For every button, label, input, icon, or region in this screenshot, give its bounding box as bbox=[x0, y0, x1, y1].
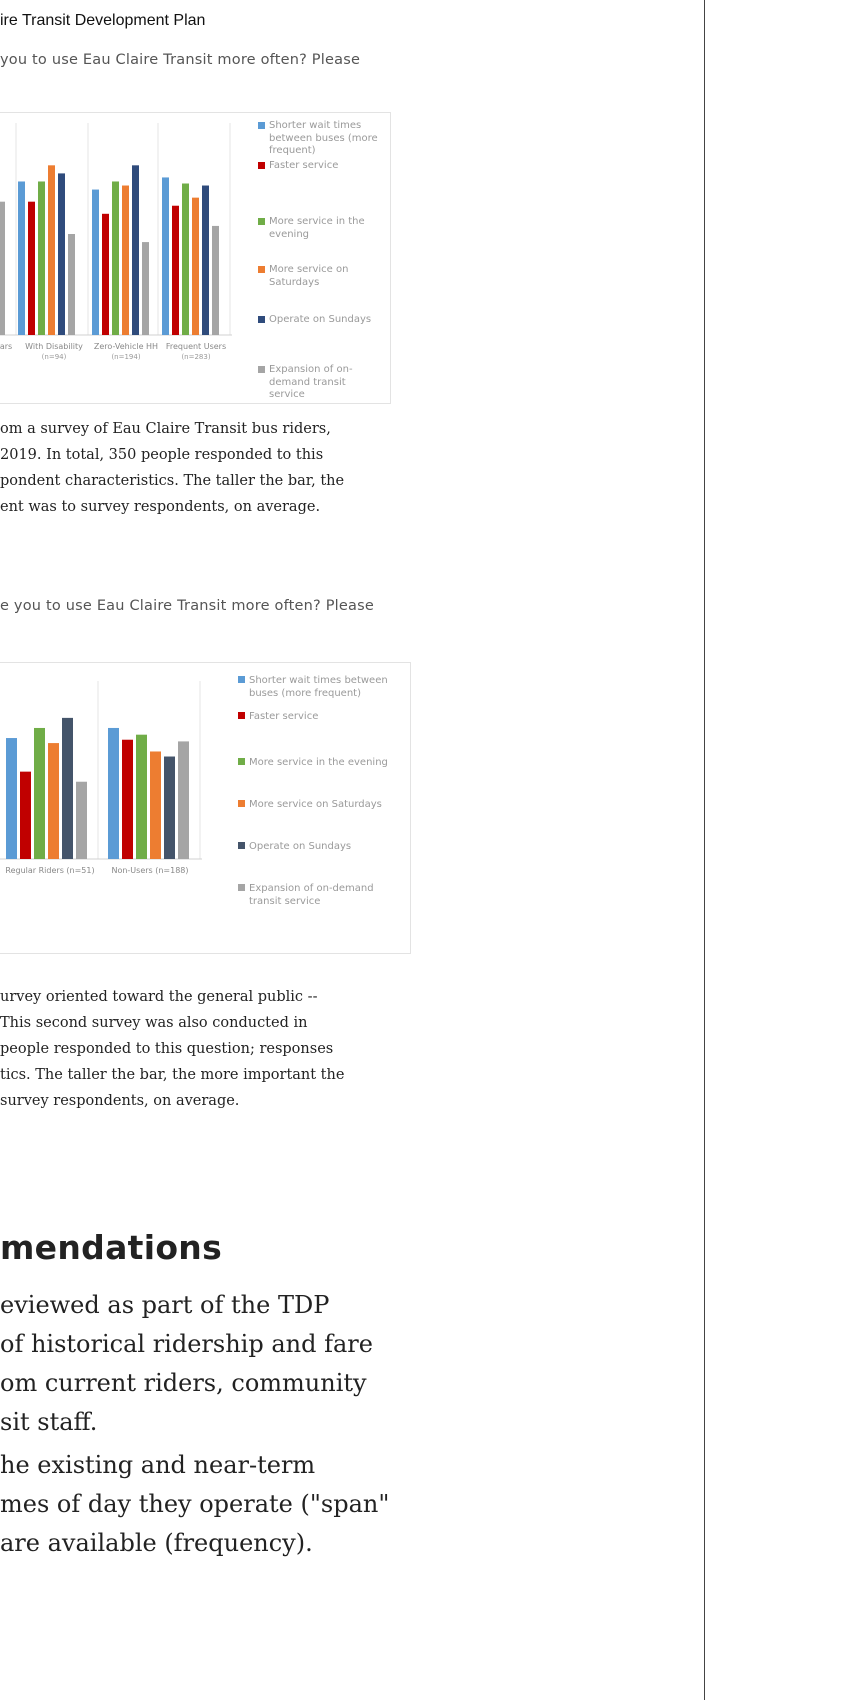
legend-label: Operate on Sundays bbox=[249, 841, 352, 852]
chart-bar bbox=[136, 735, 147, 859]
chart-bar bbox=[172, 206, 179, 335]
chart-bar bbox=[108, 728, 119, 859]
legend-label: More service on Saturdays bbox=[269, 264, 349, 288]
legend-label: Expansion of on-demand transit service bbox=[269, 364, 353, 400]
section-paragraph-2 bbox=[0, 1446, 389, 1563]
chart-bar bbox=[6, 738, 17, 859]
chart-bar bbox=[48, 165, 55, 335]
x-tick-label: With Disability bbox=[25, 342, 83, 351]
chart-bar bbox=[150, 751, 161, 859]
legend-swatch bbox=[238, 676, 245, 683]
legend-swatch bbox=[238, 712, 245, 719]
legend-label: Operate on Sundays bbox=[269, 314, 372, 325]
caption-line: pondent characteristics. The taller the bar, the bbox=[0, 473, 345, 489]
legend-item bbox=[258, 314, 378, 327]
legend-item bbox=[238, 840, 402, 853]
chart-bar bbox=[76, 782, 87, 859]
chart-bar bbox=[192, 198, 199, 335]
legend-swatch bbox=[258, 218, 265, 225]
legend-item bbox=[258, 364, 378, 402]
caption-line: om a survey of Eau Claire Transit bus riders, bbox=[0, 421, 331, 437]
legend-label: Expansion of on-demand transit service bbox=[249, 883, 374, 907]
caption-line: This second survey was also conducted in bbox=[0, 1015, 308, 1031]
x-tick-sublabel: (n=194) bbox=[111, 353, 141, 361]
legend-swatch bbox=[258, 316, 265, 323]
chart-bar bbox=[132, 165, 139, 335]
chart-bar bbox=[38, 181, 45, 335]
paragraph-line: of historical ridership and fare bbox=[0, 1330, 373, 1358]
x-tick-label: ars bbox=[0, 342, 13, 351]
x-tick-sublabel: (n=94) bbox=[41, 353, 67, 361]
section-paragraph-1 bbox=[0, 1286, 373, 1442]
chart-bar bbox=[0, 202, 5, 335]
chart-bar bbox=[112, 181, 119, 335]
x-tick-label: Non-Users (n=188) bbox=[111, 866, 189, 875]
legend-swatch bbox=[258, 366, 265, 373]
chart-bar bbox=[48, 743, 59, 859]
paragraph-line: sit staff. bbox=[0, 1408, 98, 1436]
x-tick-label: Zero-Vehicle HH bbox=[93, 342, 159, 351]
chart-bar bbox=[58, 173, 65, 335]
x-tick-label: Frequent Users bbox=[165, 342, 227, 351]
chart-bar bbox=[68, 234, 75, 335]
legend-label: More service in the evening bbox=[249, 757, 388, 768]
chart-bar bbox=[62, 718, 73, 859]
chart-bar bbox=[162, 177, 169, 335]
chart-bar bbox=[178, 741, 189, 859]
paragraph-line: are available (frequency). bbox=[0, 1529, 313, 1557]
legend-label: More service in the evening bbox=[269, 216, 365, 240]
chart-bar bbox=[18, 181, 25, 335]
legend-item bbox=[238, 882, 402, 908]
paragraph-line: eviewed as part of the TDP bbox=[0, 1291, 330, 1319]
caption-line: 2019. In total, 350 people responded to this bbox=[0, 447, 324, 463]
chart-bar bbox=[182, 184, 189, 336]
page-edge-divider bbox=[704, 0, 705, 1700]
legend-item bbox=[258, 160, 378, 173]
x-tick-sublabel: (n=283) bbox=[181, 353, 211, 361]
chart-bar bbox=[28, 202, 35, 335]
page-header: ire Transit Development Plan bbox=[0, 12, 206, 29]
legend-item bbox=[258, 120, 378, 158]
caption-line: urvey oriented toward the general public -- bbox=[0, 989, 318, 1005]
legend-label: Shorter wait times between buses (more frequent) bbox=[269, 120, 378, 156]
legend-swatch bbox=[238, 884, 245, 891]
legend-swatch bbox=[238, 800, 245, 807]
chart-bar bbox=[212, 226, 219, 335]
chart-bar bbox=[102, 214, 109, 335]
legend-label: Faster service bbox=[269, 160, 339, 171]
chart-bar bbox=[34, 728, 45, 859]
legend-swatch bbox=[258, 122, 265, 129]
legend-item bbox=[238, 756, 402, 769]
chart-bar bbox=[122, 740, 133, 859]
chart-bar bbox=[92, 190, 99, 335]
chart-bar bbox=[202, 186, 209, 335]
legend-label: Faster service bbox=[249, 711, 319, 722]
figure1-caption bbox=[0, 416, 420, 520]
legend-item bbox=[258, 216, 378, 241]
chart-bar bbox=[142, 242, 149, 335]
x-tick-label: Regular Riders (n=51) bbox=[5, 866, 95, 875]
caption-line: people responded to this question; responses bbox=[0, 1041, 334, 1057]
figure1-question: you to use Eau Claire Transit more often? Please bbox=[0, 52, 361, 68]
section-heading: mendations bbox=[0, 1228, 223, 1267]
legend-label: More service on Saturdays bbox=[249, 799, 382, 810]
legend-item bbox=[238, 798, 402, 811]
chart-bar bbox=[122, 186, 129, 335]
chart-bar bbox=[164, 757, 175, 859]
caption-line: survey respondents, on average. bbox=[0, 1093, 240, 1109]
caption-line: tics. The taller the bar, the more important the bbox=[0, 1067, 345, 1083]
caption-line: ent was to survey respondents, on average. bbox=[0, 499, 321, 515]
chart-bar bbox=[20, 772, 31, 859]
legend-swatch bbox=[238, 758, 245, 765]
legend-label: Shorter wait times between buses (more frequent) bbox=[249, 675, 388, 699]
paragraph-line: om current riders, community bbox=[0, 1369, 367, 1397]
legend-swatch bbox=[258, 266, 265, 273]
legend-swatch bbox=[258, 162, 265, 169]
paragraph-line: mes of day they operate ("span" bbox=[0, 1490, 390, 1518]
legend-swatch bbox=[238, 842, 245, 849]
figure2-question: e you to use Eau Claire Transit more often? Please bbox=[0, 598, 374, 614]
paragraph-line: he existing and near-term bbox=[0, 1451, 316, 1479]
legend-item bbox=[238, 710, 402, 723]
legend-item bbox=[258, 264, 378, 289]
legend-item bbox=[238, 674, 402, 700]
figure2-caption bbox=[0, 984, 420, 1114]
